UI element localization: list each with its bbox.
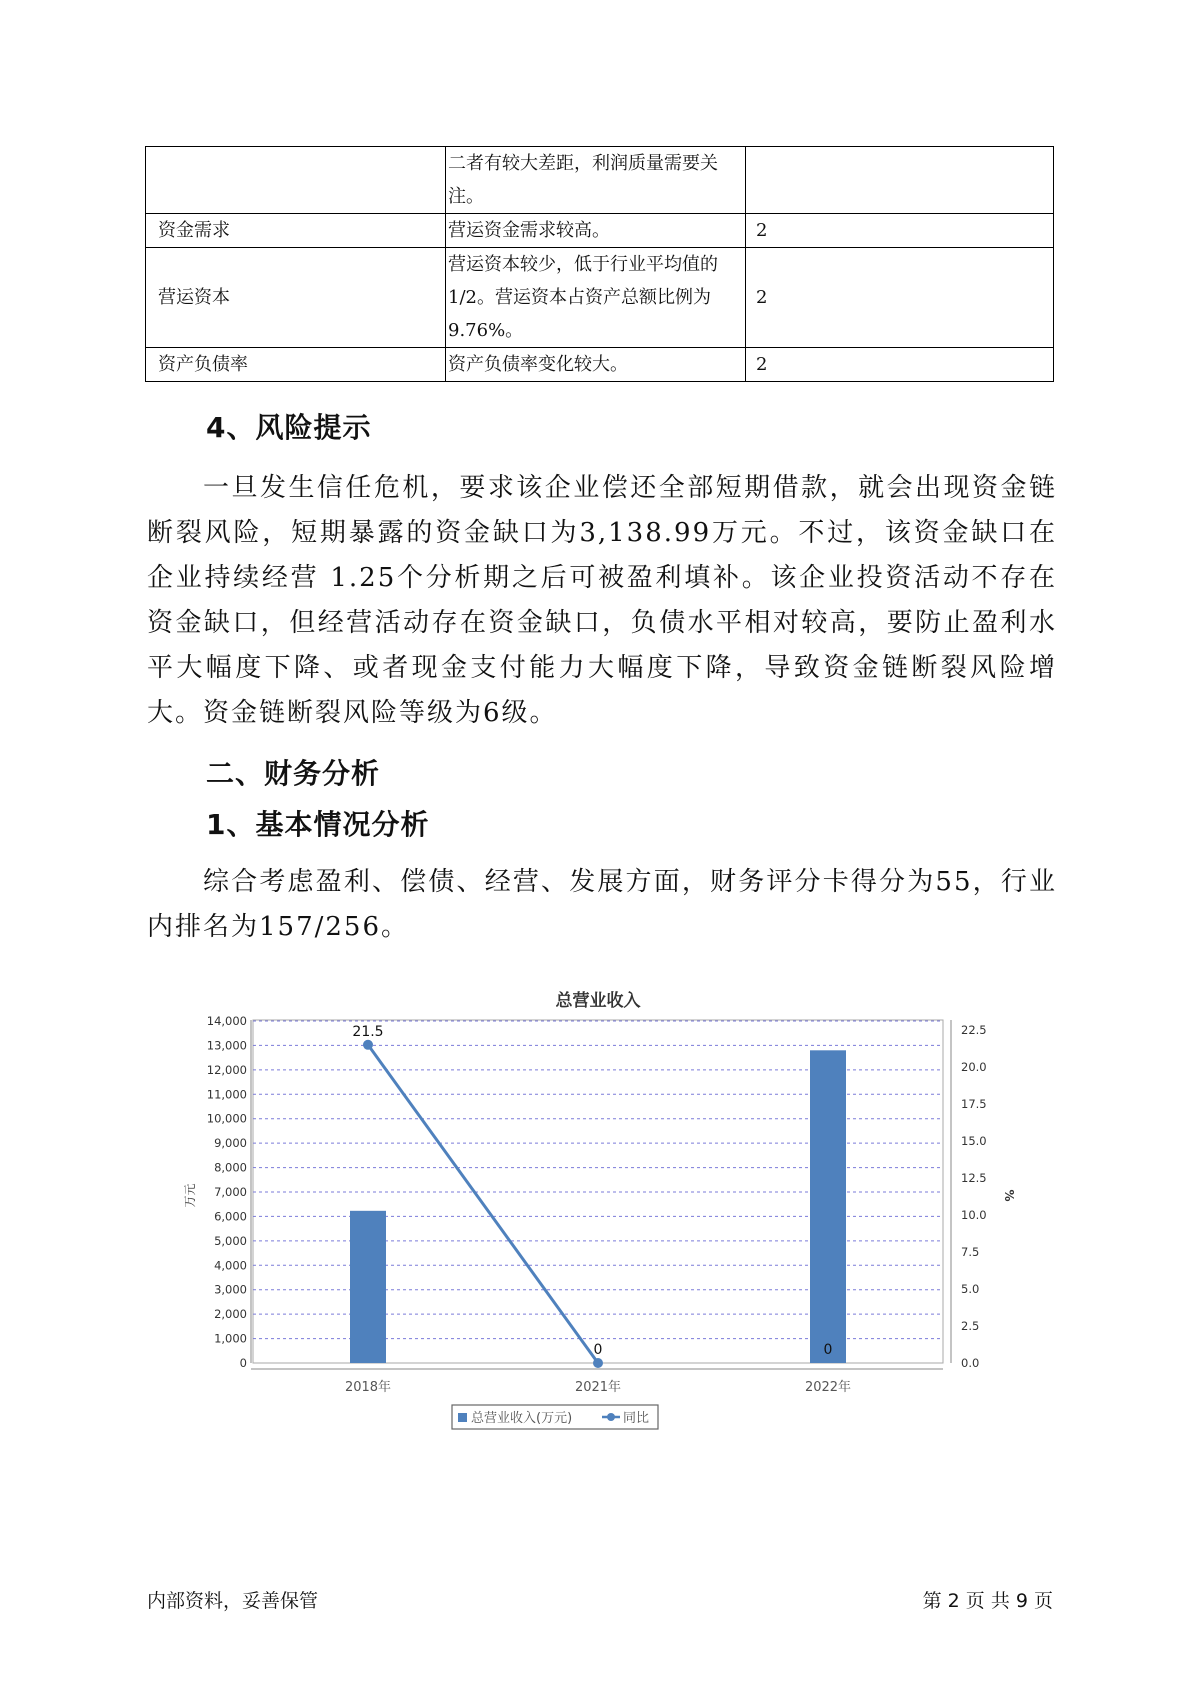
table-row	[146, 147, 1054, 214]
y2-tick-label: 0.0	[961, 1356, 980, 1370]
x-tick-label: 2018年	[344, 1380, 392, 1395]
x-tick-label: 2021年	[574, 1380, 622, 1395]
y-tick-label: 4,000	[214, 1258, 247, 1273]
legend-line-label: 同比	[623, 1411, 650, 1426]
basic-paragraph: 综合考虑盈利、偿债、经营、发展方面，财务评分卡得分为55，行业内排名为157/256。	[147, 867, 1057, 942]
y2-tick-label: 10.0	[961, 1208, 987, 1222]
page-number: 第 2 页 共 9 页	[922, 1590, 1053, 1612]
footer-note: 内部资料，妥善保管	[147, 1590, 319, 1612]
y-tick-label: 1,000	[214, 1331, 247, 1346]
y-tick-label: 13,000	[206, 1038, 247, 1053]
row-item: 营运资本	[146, 248, 446, 348]
legend-line-marker	[607, 1413, 615, 1421]
table-row	[146, 248, 1054, 348]
risk-table	[145, 146, 1054, 382]
y-tick-label: 7,000	[214, 1185, 247, 1199]
legend-bar-swatch	[458, 1413, 467, 1422]
y-tick-label: 11,000	[206, 1087, 247, 1102]
y2-tick-label: 22.5	[961, 1023, 987, 1037]
legend-bar-label: 总营业收入(万元)	[471, 1411, 573, 1426]
y-tick-label: 14,000	[206, 1014, 247, 1028]
row-score: 2	[746, 214, 1054, 248]
line-point	[363, 1040, 373, 1050]
y-tick-label: 3,000	[214, 1282, 247, 1297]
table-row	[146, 214, 1054, 248]
y-tick-label: 0	[239, 1356, 247, 1370]
y-tick-label: 12,000	[206, 1062, 247, 1077]
row-item	[146, 147, 446, 214]
y2-tick-label: 20.0	[961, 1060, 987, 1074]
y2-tick-label: 2.5	[961, 1319, 980, 1333]
section-heading-basic: 1、基本情况分析	[206, 808, 430, 841]
data-label: 0	[823, 1342, 833, 1358]
y2-tick-label: 5.0	[961, 1282, 980, 1296]
y2-axis-label: %	[1002, 1189, 1016, 1202]
y2-tick-label: 15.0	[961, 1134, 987, 1148]
y2-tick-label: 17.5	[961, 1097, 987, 1111]
row-item: 资金需求	[146, 214, 446, 248]
chart-title: 总营业收入	[555, 991, 641, 1011]
row-description: 营运资本较少，低于行业平均值的1/2。营运资本占资产总额比例为9.76%。	[446, 248, 746, 348]
revenue-chart	[170, 980, 1040, 1450]
row-description: 资产负债率变化较大。	[446, 348, 746, 382]
y-tick-label: 9,000	[214, 1136, 247, 1151]
section-heading-financial: 二、财务分析	[206, 757, 381, 790]
risk-paragraph: 一旦发生信任危机，要求该企业偿还全部短期借款，就会出现资金链断裂风险，短期暴露的资金缺口为3,138.99万元。不过，该资金缺口在企业持续经营 1.25个分析期之后可被盈利填补。该企业投资活动不存在资金缺口，但经营活动存在资金缺口，负债水平相对较高，要防止盈利水平大幅度下降、或者现金支付能力大幅度下降，导致资金链断裂风险增大。资金链断裂风险等级为6级。	[147, 473, 1057, 728]
data-label: 0	[593, 1342, 603, 1358]
y-tick-label: 6,000	[214, 1209, 247, 1224]
x-tick-label: 2022年	[804, 1380, 852, 1395]
data-label: 21.5	[352, 1023, 384, 1040]
y-tick-label: 10,000	[206, 1111, 247, 1126]
table-row	[146, 348, 1054, 382]
row-score: 2	[746, 348, 1054, 382]
y-tick-label: 8,000	[214, 1160, 247, 1175]
line-point	[593, 1358, 603, 1368]
y2-tick-label: 7.5	[961, 1245, 980, 1259]
row-description: 营运资金需求较高。	[446, 214, 746, 248]
section-heading-risk: 4、风险提示	[206, 411, 372, 444]
y-axis-label: 万元	[183, 1183, 197, 1208]
row-score	[746, 147, 1054, 214]
bar	[350, 1211, 386, 1363]
y-tick-label: 5,000	[214, 1233, 247, 1248]
y-tick-label: 2,000	[214, 1307, 247, 1322]
row-score: 2	[746, 248, 1054, 348]
y2-tick-label: 12.5	[961, 1171, 987, 1185]
row-description: 二者有较大差距，利润质量需要关注。	[446, 147, 746, 214]
bar	[810, 1050, 846, 1363]
row-item: 资产负债率	[146, 348, 446, 382]
